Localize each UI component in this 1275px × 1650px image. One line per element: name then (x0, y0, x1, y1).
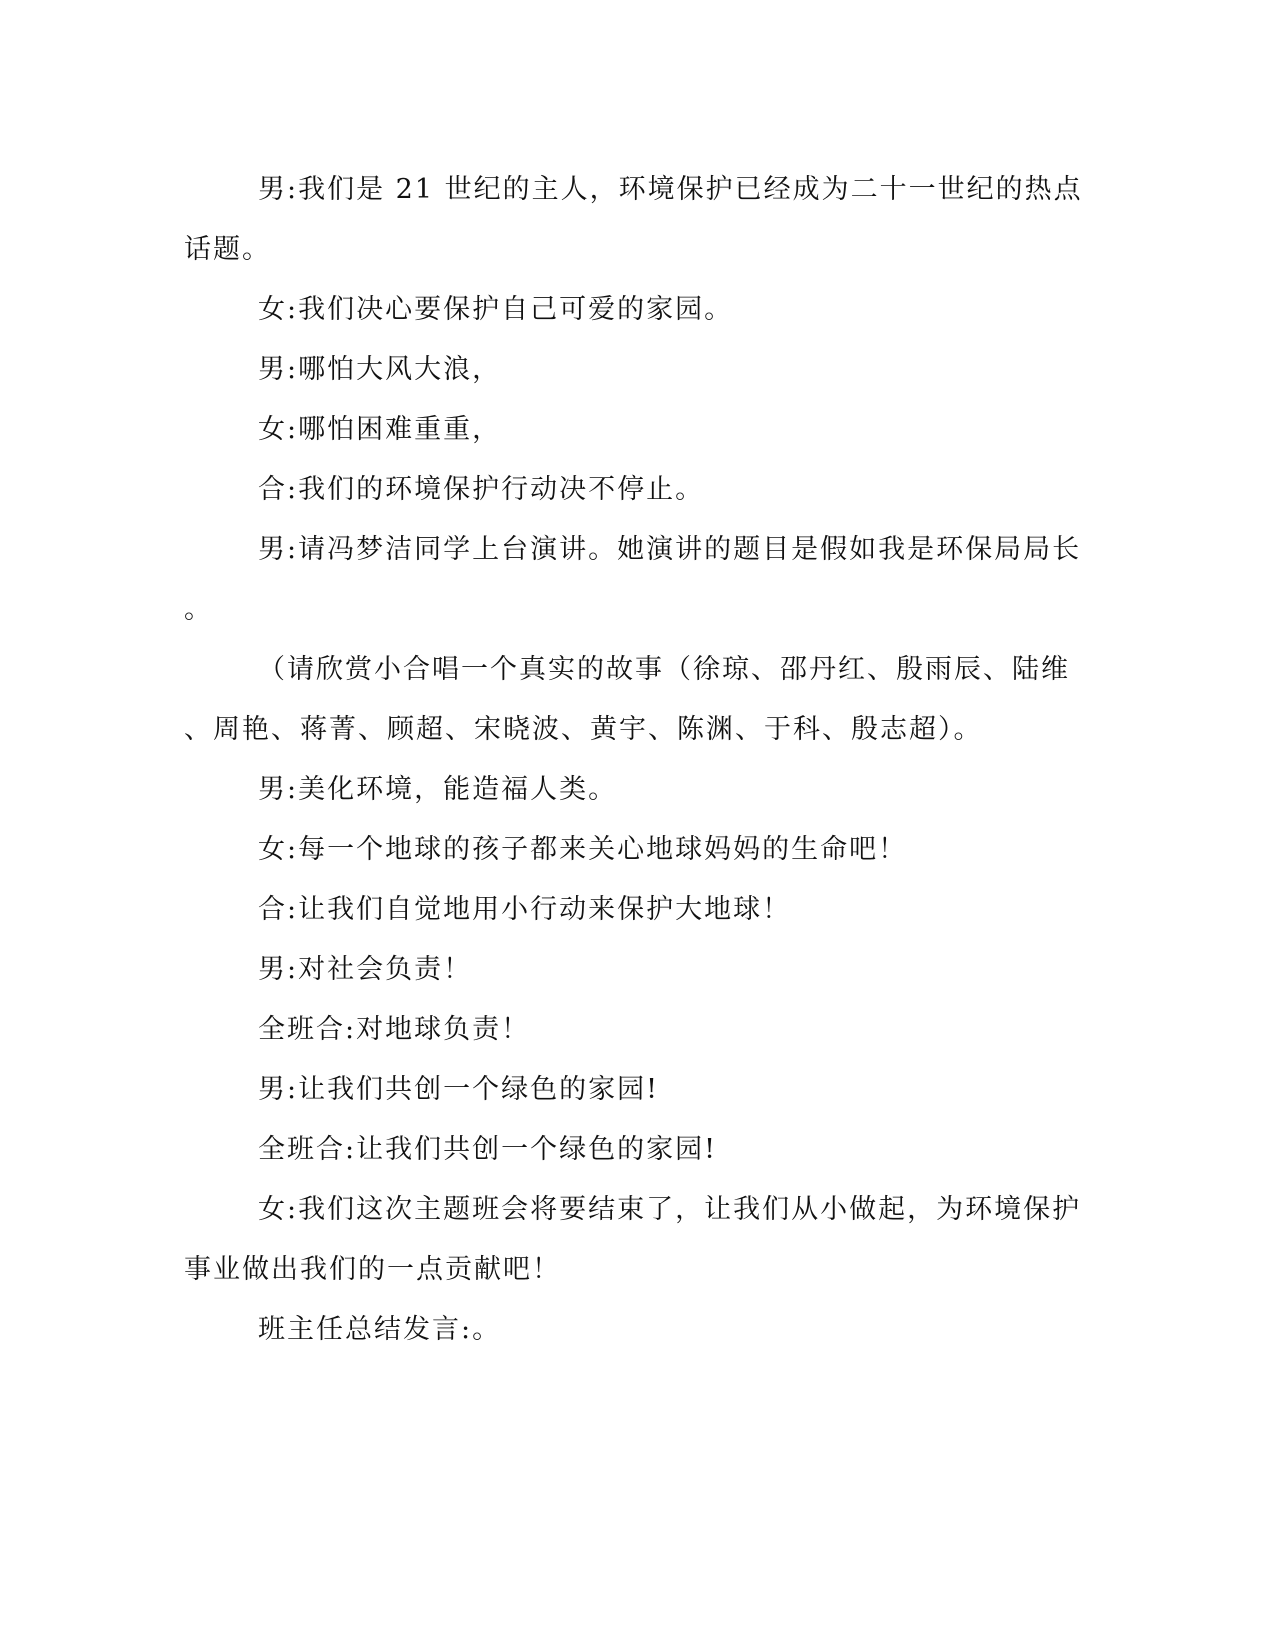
paragraph-line: 全班合:对地球负责！ (258, 1014, 531, 1045)
paragraph-line: （请欣赏小合唱一个真实的故事（徐琼、邵丹红、殷雨辰、陆维 (258, 654, 1070, 685)
paragraph-line: 。 (184, 594, 213, 625)
paragraph-line: 合:让我们自觉地用小行动来保护大地球！ (258, 894, 792, 925)
paragraph-line: 女:我们这次主题班会将要结束了，让我们从小做起，为环境保护 (258, 1194, 1082, 1225)
paragraph-line: 男:让我们共创一个绿色的家园! (258, 1074, 659, 1105)
paragraph-line: 合:我们的环境保护行动决不停止。 (258, 474, 705, 505)
paragraph-line: 男:我们是 21 世纪的主人，环境保护已经成为二十一世纪的热点 (258, 174, 1083, 205)
paragraph-line: 女:哪怕困难重重， (258, 414, 502, 445)
paragraph-line: 、周艳、蒋菁、顾超、宋晓波、黄宇、陈渊、于科、殷志超）。 (184, 714, 983, 745)
paragraph-line: 男:美化环境，能造福人类。 (258, 774, 618, 805)
paragraph-line: 事业做出我们的一点贡献吧！ (184, 1254, 561, 1285)
paragraph-line: 男:请冯梦洁同学上台演讲。她演讲的题目是假如我是环保局局长 (258, 534, 1082, 565)
paragraph-line: 女:我们决心要保护自己可爱的家园。 (258, 294, 734, 325)
document-body (184, 160, 1083, 1360)
paragraph-line: 话题。 (184, 234, 271, 265)
paragraph-line: 班主任总结发言:。 (258, 1314, 502, 1345)
paragraph-line: 男:对社会负责！ (258, 954, 473, 985)
paragraph-line: 全班合:让我们共创一个绿色的家园! (258, 1134, 717, 1165)
paragraph-line: 男:哪怕大风大浪， (258, 354, 502, 385)
paragraph-line: 女:每一个地球的孩子都来关心地球妈妈的生命吧！ (258, 834, 908, 865)
